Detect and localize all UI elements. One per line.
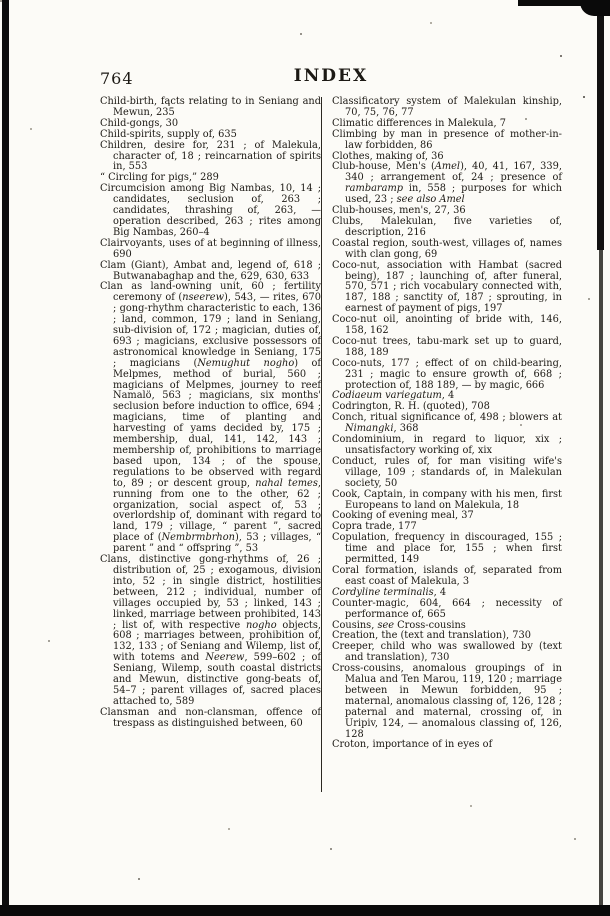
index-entry: Clan as land-owning unit, 60 ; fertility ceremony of (nseerew), 543, — rites, 670 ; gong-rhythm characteristic to each, 136 ; land, common, 179 ; land in Seniang, sub-division of, 172 ; magician, duties of, 693 ; magicians, exclusive possessors of astronomical knowledge in Seniang, 175 ; magicians (Nemughut nogho) of Melpmes, method of burial, 560 ; magicians of Melpmes, journey to reef Namalö, 563 ; magicians, six months' seclusion before induction to office, 694 ; magicians, time of planting and harvesting of yams decided by, 175 ; membership, dual, 141, 142, 143 ; membership of, prohibitions to marriage based upon, 134 ; of the spouse, regulations to be observed with regard to, 89 ; or descent group, nahal temes, running from one to the other, 62 ; organization, social aspect of, 53 ; overlordship of, dominant with regard to land, 179 ; village, “ parent ”, sacred place of (Nembrmbrhon), 53 ; villages, “ parent ” and “ offspring ”, 53: [100, 281, 322, 555]
index-entry: Coastal region, south-west, villages of, names with clan gong, 69: [332, 237, 562, 260]
index-entry: Classificatory system of Malekulan kinship, 70, 75, 76, 77: [332, 96, 562, 118]
index-entry: Circumcision among Big Nambas, 10, 14 ; candidates, seclusion of, 263 ; candidates, thrashing of, 263, — operation described, 263 ; rites among Big Nambas, 260–4: [100, 183, 321, 238]
index-entry: Child-spirits, supply of, 635: [100, 128, 237, 140]
index-entry: Coco-nuts, 177 ; effect of on child-bearing, 231 ; magic to ensure growth of, 668 ; protection of, 188 189, — by magic, 666: [332, 357, 562, 391]
index-entry: Conduct, rules of, for man visiting wife's village, 109 ; standards of, in Malekulan society, 50: [332, 455, 562, 489]
index-entry: Coral formation, islands of, separated from east coast of Malekula, 3: [332, 564, 562, 587]
index-entry: Cousins, see Cross-cousins: [332, 619, 466, 631]
index-entry: Coco-nut trees, tabu-mark set up to guard, 188, 189: [332, 335, 562, 358]
scan-edge-left: [2, 0, 9, 916]
index-entry: Climatic differences in Malekula, 7: [332, 117, 506, 129]
index-entry: Clairvoyants, uses of at beginning of illness, 690: [100, 237, 321, 260]
index-entry: Child-gongs, 30: [100, 117, 179, 129]
index-entry: Cross-cousins, anomalous groupings of in Malua and Ten Marou, 119, 120 ; marriage between in Mewun forbidden, 95 ; maternal, anomalous classing of, 126, 128 ; paternal and maternal, crossing of, in Uripiv, 124, — anomalous classing of, 126, 128: [332, 663, 562, 740]
index-entry: Croton, importance of in eyes of: [332, 739, 493, 751]
index-entry: Clothes, making of, 36: [332, 150, 444, 162]
index-entry: Creation, the (text and translation), 730: [332, 630, 531, 642]
index-entry: Clam (Giant), Ambat and, legend of, 618 ; Butwanabaghap and the, 629, 630, 633: [100, 259, 321, 282]
index-entry: Codrington, R. H. (quoted), 708: [332, 401, 490, 413]
column-divider-rule: [321, 97, 322, 792]
scan-noise-specks: [0, 0, 2, 2]
index-entry: Counter-magic, 604, 664 ; necessity of performance of, 665: [332, 597, 562, 620]
index-entry: Conch, ritual significance of, 498 ; blowers at Nimangki, 368: [332, 412, 562, 435]
index-column-right: [332, 97, 562, 792]
index-entry: Creeper, child who was swallowed by (text and translation), 730: [332, 641, 562, 664]
scan-edge-bottom: [0, 905, 610, 916]
index-entry: Cooking of evening meal, 37: [332, 510, 474, 522]
index-entry: Child-birth, facts relating to in Seniang and Mewun, 235: [100, 96, 321, 118]
index-entry: Copra trade, 177: [332, 521, 417, 533]
scan-corner-blob: [580, 0, 610, 16]
page-number: 764: [100, 69, 134, 88]
index-entry: Clansman and non-clansman, offence of trespass as distinguished between, 60: [100, 706, 321, 729]
index-entry: Clubs, Malekulan, five varieties of, description, 216: [332, 215, 562, 238]
index-entry: Cordyline terminalis, 4: [332, 586, 447, 598]
index-entry: Condominium, in regard to liquor, xix ; unsatisfactory working of, xix: [332, 434, 562, 456]
index-entry: Coco-nut, association with Hambat (sacred being), 187 ; launching of, after funeral, 570, 571 ; rich vocabulary connected with, 187, 188 ; sanctity of, 187 ; sprouting, in earnest of payment of pigs, 197: [332, 259, 562, 315]
index-entry: Children, desire for, 231 ; of Malekula, character of, 18 ; reincarnation of spirits in, 553: [100, 139, 321, 173]
index-column-left: [100, 97, 321, 792]
index-entry: “ Circling for pigs,” 289: [100, 172, 219, 184]
index-entry: Climbing by man in presence of mother-in-law forbidden, 86: [332, 128, 562, 151]
index-entry: Club-houses, men's, 27, 36: [332, 205, 466, 217]
page-title: INDEX: [293, 66, 369, 86]
page-header: [100, 66, 562, 90]
index-entry: Cook, Captain, in company with his men, first Europeans to land on Malekula, 18: [332, 488, 562, 511]
index-entry: Copulation, frequency in discouraged, 155 ; time and place for, 155 ; when first permitted, 149: [332, 532, 562, 566]
index-entry: Club-house, Men's (Amel), 40, 41, 167, 339, 340 ; arrangement of, 24 ; presence of rambaramp in, 558 ; purposes for which used, 23 ; see also Amel: [332, 161, 562, 206]
index-entry: Clans, distinctive gong-rhythms of, 26 ; distribution of, 25 ; exogamous, division into, 52 ; in single district, hostilities between, 212 ; individual, number of villages occupied by, 53 ; linked, 143 ; linked, marriage between prohibited, 143 ; list of, with respective nogho objects, 608 ; marriages between, prohibition of, 132, 133 ; of Seniang and Wilemp, list of, with totems and Neerew, 599–602 ; of Seniang, Wilemp, south coastal districts and Mewun, distinctive gong-beats of, 54–7 ; parent villages of, sacred places attached to, 589: [100, 554, 322, 707]
index-entry: Codiaeum variegatum, 4: [332, 390, 455, 402]
scan-edge-right-top: [597, 0, 604, 250]
index-body: [100, 97, 562, 792]
index-entry: Coco-nut oil, anointing of bride with, 146, 158, 162: [332, 314, 562, 337]
